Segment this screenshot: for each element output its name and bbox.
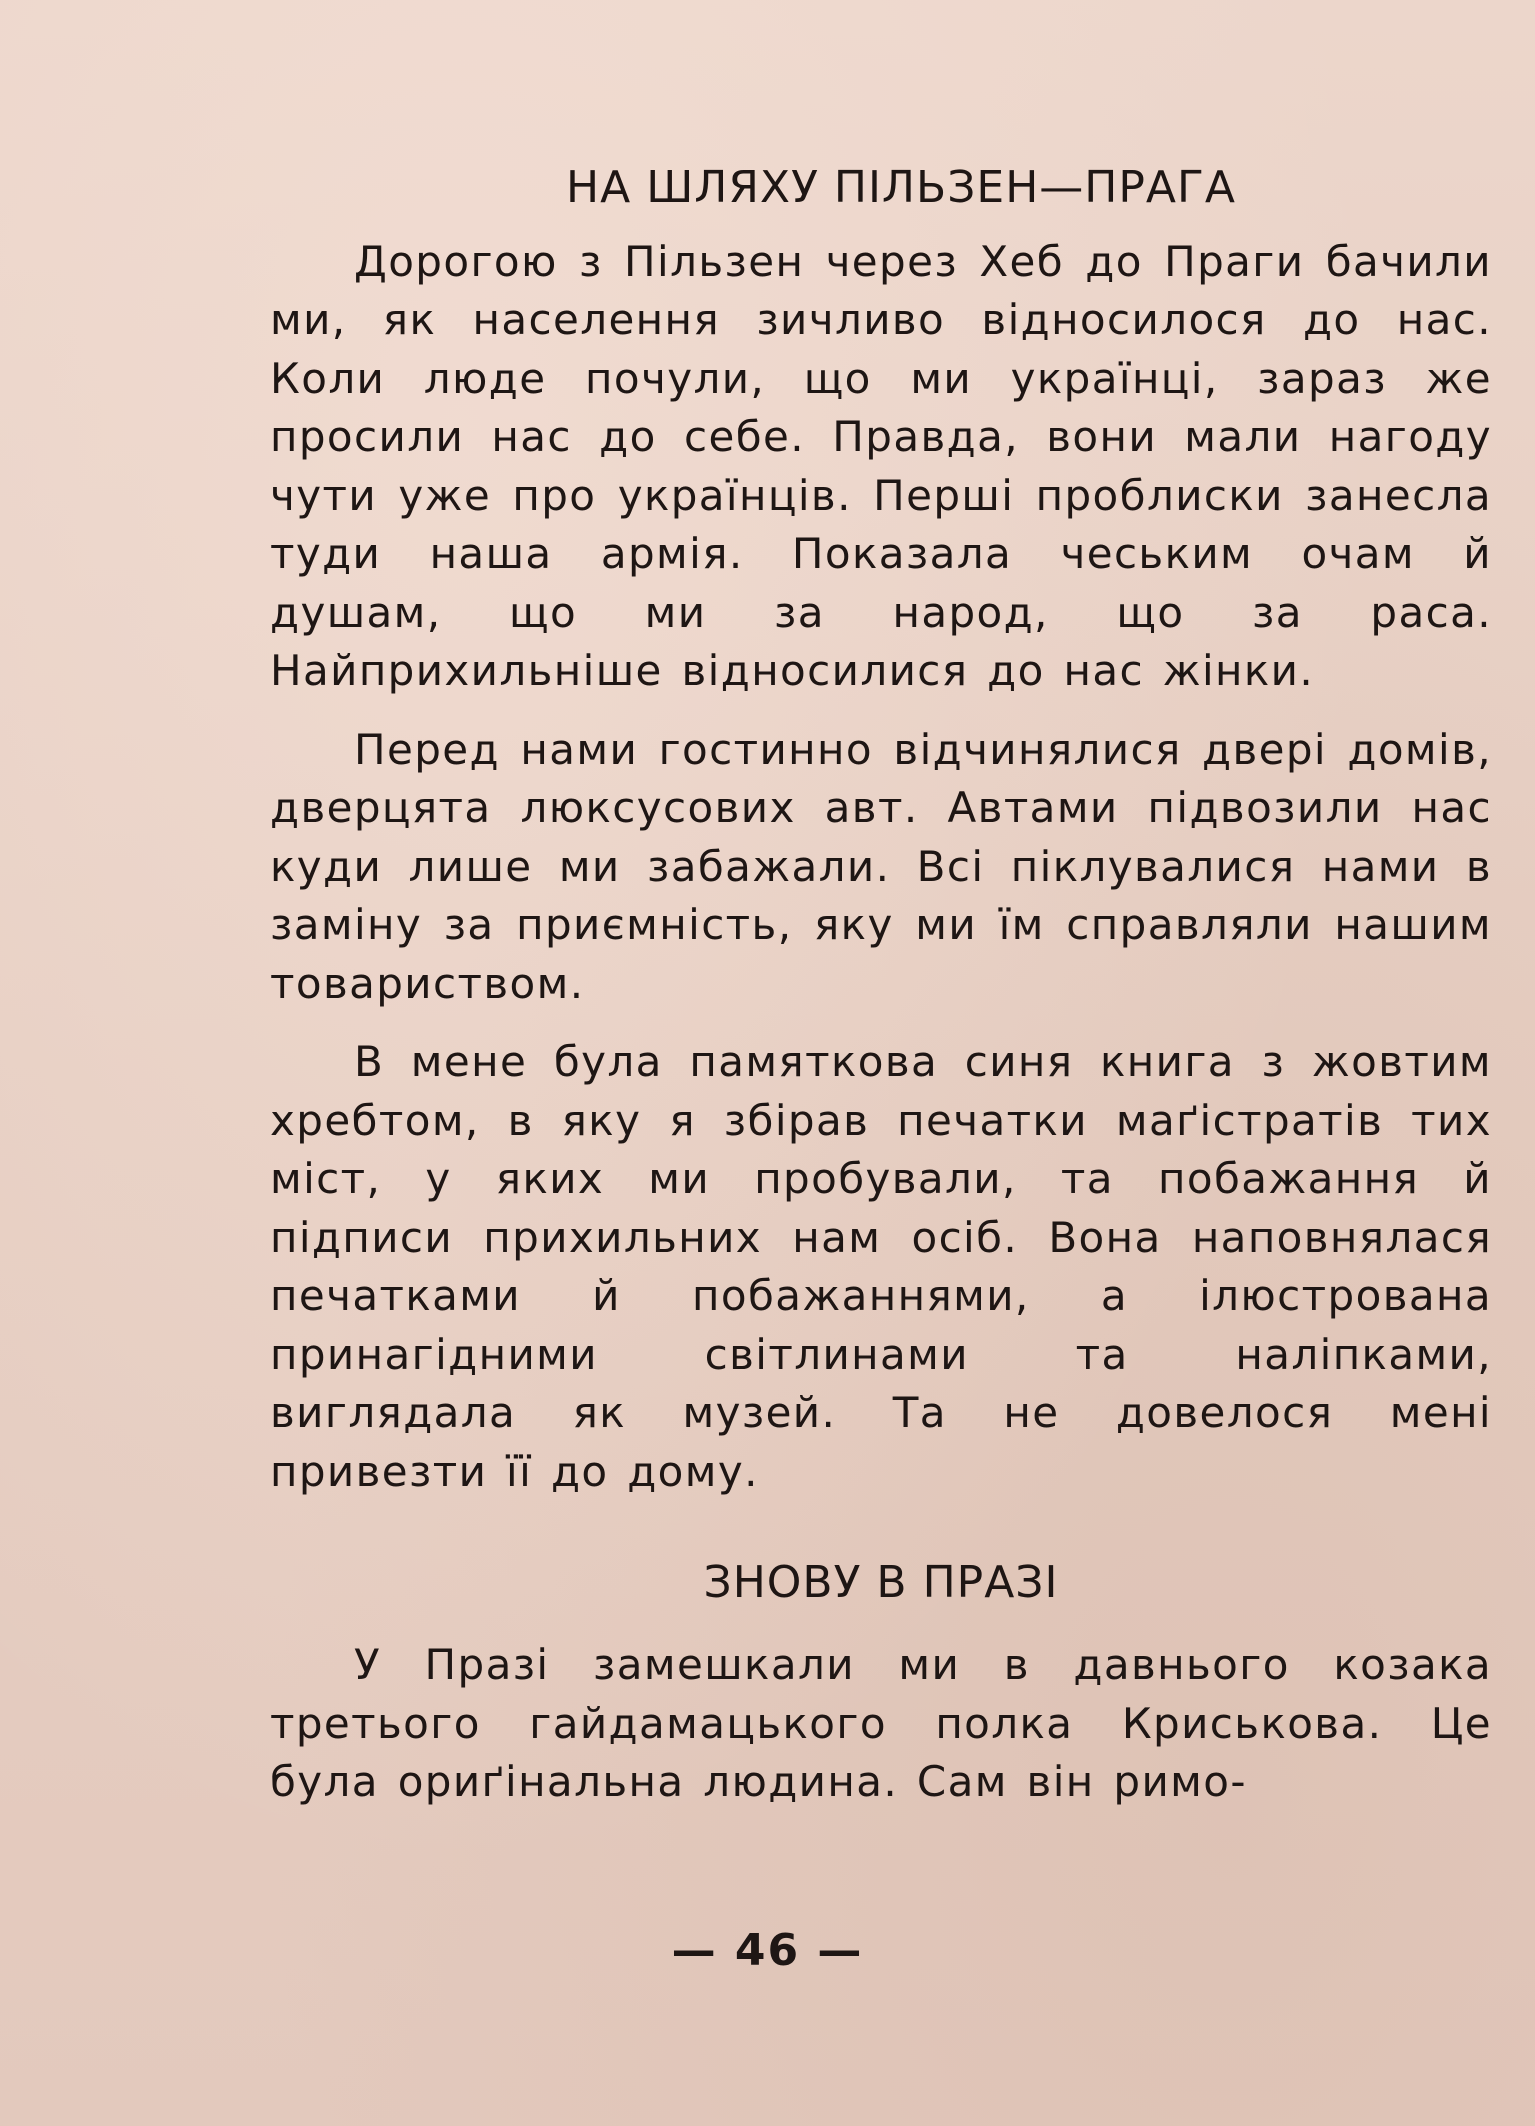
section-title: ЗНОВУ В ПРАЗІ bbox=[703, 1557, 1059, 1609]
paragraph: Перед нами гостинно відчинялися двері домів, дверцята люксусових авт. Автами підвозили нас куди лише ми забажали. Всі піклувалися нами в заміну за приємність, яку ми їм справляли нашим товариством. bbox=[270, 724, 1492, 1008]
paragraph: В мене була памяткова синя книга з жовтим хребтом, в яку я збірав печатки маґістратів тих міст, у яких ми пробували, та побажання й підписи прихильних нам осіб. Вона наповнялася печатками й побажаннями, а ілюстрована принагідними світлинами та наліпками, виглядала як музей. Та не довелося мені привезти її до дому. bbox=[270, 1037, 1492, 1496]
section-title: НА ШЛЯХУ ПІЛЬЗЕН—ПРАГА bbox=[566, 162, 1236, 213]
paragraph: У Празі замешкали ми в давнього козака третього гайдамацького полка Криськова. Це була ориґінальна людина. Сам він римо- bbox=[270, 1640, 1492, 1807]
page-number: — 46 — bbox=[671, 1925, 864, 1976]
page-text bbox=[270, 150, 1492, 1812]
paragraph: Дорогою з Пільзен через Хеб до Праги бачили ми, як населення зичливо відносилося до нас. Коли люде почули, що ми українці, зараз же просили нас до себе. Правда, вони мали нагоду чути уже про українців. Перші проблиски занесла туди наша армія. Показала чеським очам й душам, що ми за народ, що за раса. Найприхильніше відносилися до нас жінки. bbox=[270, 236, 1492, 696]
